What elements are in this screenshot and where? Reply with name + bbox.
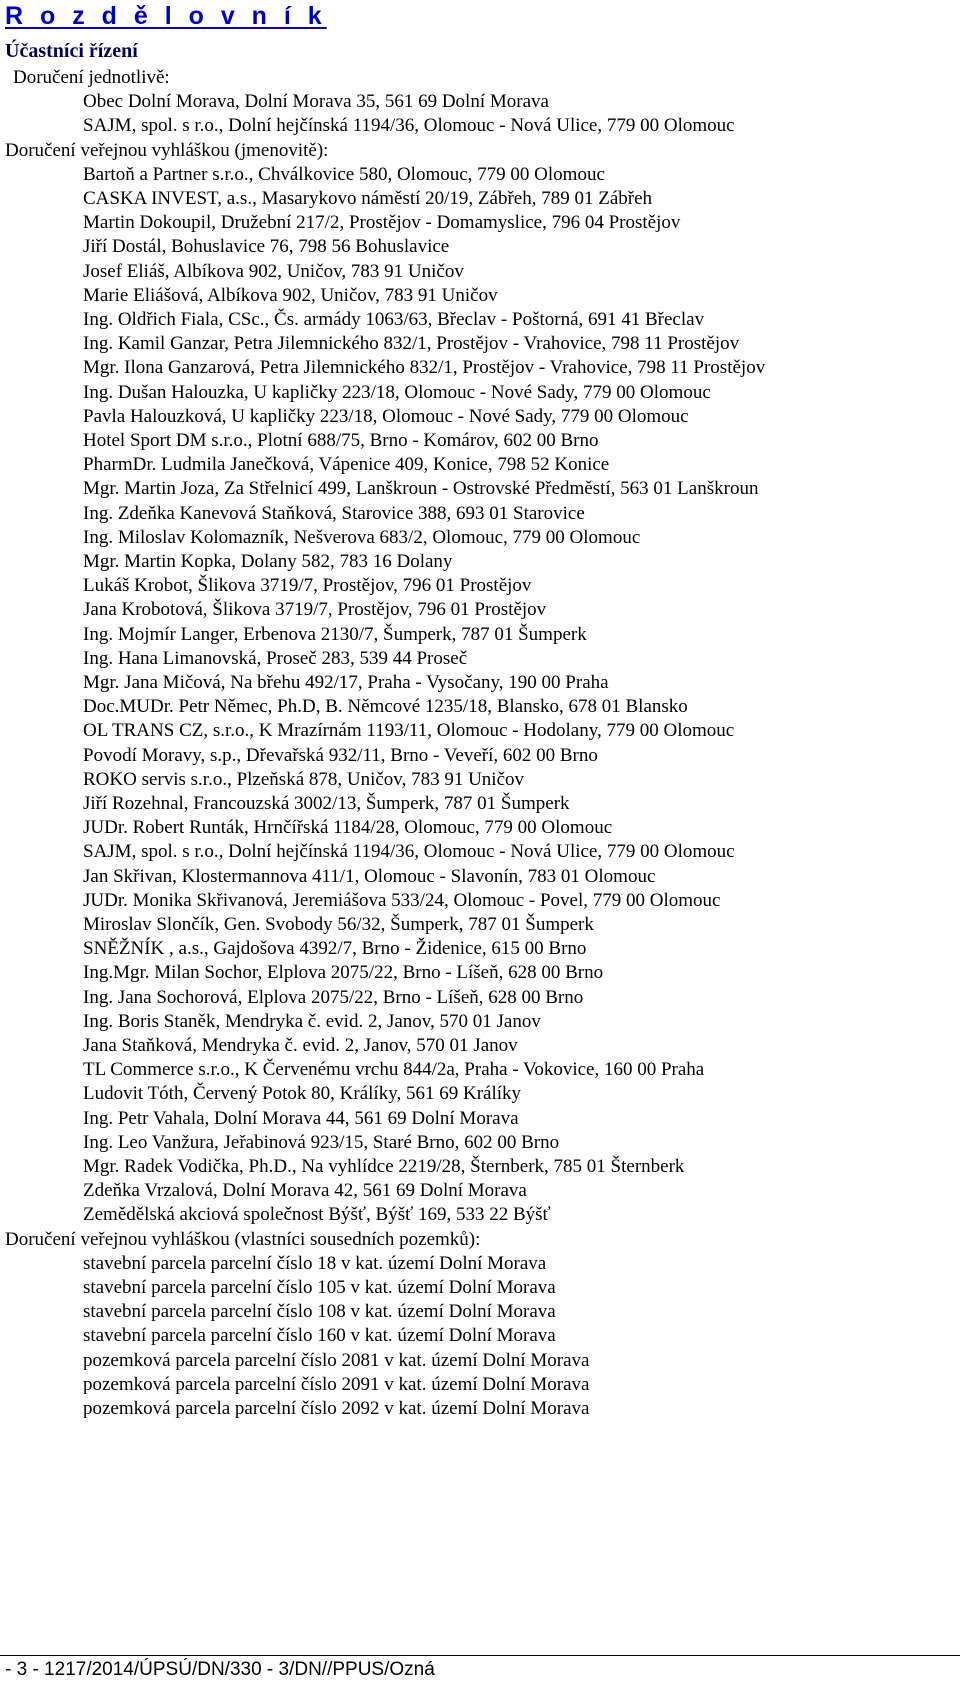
list-item: stavební parcela parcelní číslo 18 v kat. území Dolní Morava bbox=[83, 1253, 547, 1274]
list-item: Bartoň a Partner s.r.o., Chválkovice 580, Olomouc, 779 00 Olomouc bbox=[83, 164, 605, 185]
list-item: Ing. Mojmír Langer, Erbenova 2130/7, Šumperk, 787 01 Šumperk bbox=[83, 624, 587, 645]
list-item: PharmDr. Ludmila Janečková, Vápenice 409, Konice, 798 52 Konice bbox=[83, 454, 610, 475]
list-item: stavební parcela parcelní číslo 108 v kat. území Dolní Morava bbox=[83, 1301, 556, 1322]
list-item: Ing.Mgr. Milan Sochor, Elplova 2075/22, Brno - Líšeň, 628 00 Brno bbox=[83, 962, 604, 983]
list-item: Mgr. Martin Joza, Za Střelnicí 499, Lanškroun - Ostrovské Předměstí, 563 01 Lanškroun bbox=[83, 478, 759, 499]
section-label: Doručení veřejnou vyhláškou (vlastníci sousedních pozemků): bbox=[5, 1229, 481, 1250]
list-item: Jiří Rozehnal, Francouzská 3002/13, Šumperk, 787 01 Šumperk bbox=[83, 793, 570, 814]
list-item: Jana Staňková, Mendryka č. evid. 2, Janov, 570 01 Janov bbox=[83, 1035, 518, 1056]
list-item: Mgr. Jana Mičová, Na břehu 492/17, Praha - Vysočany, 190 00 Praha bbox=[83, 672, 609, 693]
list-item: Ing. Boris Staněk, Mendryka č. evid. 2, Janov, 570 01 Janov bbox=[83, 1011, 541, 1032]
list-item: Miroslav Slončík, Gen. Svobody 56/32, Šumperk, 787 01 Šumperk bbox=[83, 914, 594, 935]
list-item: JUDr. Robert Runták, Hrnčířská 1184/28, Olomouc, 779 00 Olomouc bbox=[83, 817, 613, 838]
list-item: stavební parcela parcelní číslo 105 v kat. území Dolní Morava bbox=[83, 1277, 556, 1298]
list-item: Ing. Zdeňka Kanevová Staňková, Starovice 388, 693 01 Starovice bbox=[83, 503, 585, 524]
list-item: TL Commerce s.r.o., K Červenému vrchu 844/2a, Praha - Vokovice, 160 00 Praha bbox=[83, 1059, 705, 1080]
list-item: Jan Skřivan, Klostermannova 411/1, Olomouc - Slavonín, 783 01 Olomouc bbox=[83, 866, 656, 887]
list-item: stavební parcela parcelní číslo 160 v kat. území Dolní Morava bbox=[83, 1325, 556, 1346]
list-item: Hotel Sport DM s.r.o., Plotní 688/75, Brno - Komárov, 602 00 Brno bbox=[83, 430, 599, 451]
list-item: Jana Krobotová, Šlikova 3719/7, Prostějov, 796 01 Prostějov bbox=[83, 599, 547, 620]
list-item: Ing. Petr Vahala, Dolní Morava 44, 561 69 Dolní Morava bbox=[83, 1108, 519, 1129]
list-item: OL TRANS CZ, s.r.o., K Mrazírnám 1193/11, Olomouc - Hodolany, 779 00 Olomouc bbox=[83, 720, 735, 741]
list-item: Lukáš Krobot, Šlikova 3719/7, Prostějov, 796 01 Prostějov bbox=[83, 575, 532, 596]
list-item: Martin Dokoupil, Družební 217/2, Prostějov - Domamyslice, 796 04 Prostějov bbox=[83, 212, 681, 233]
list-item: pozemková parcela parcelní číslo 2092 v kat. území Dolní Morava bbox=[83, 1398, 590, 1419]
list-item: Ing. Miloslav Kolomazník, Nešverova 683/2, Olomouc, 779 00 Olomouc bbox=[83, 527, 641, 548]
list-item: pozemková parcela parcelní číslo 2081 v kat. území Dolní Morava bbox=[83, 1350, 590, 1371]
list-item: Jiří Dostál, Bohuslavice 76, 798 56 Bohuslavice bbox=[83, 236, 450, 257]
list-item: SNĚŽNÍK , a.s., Gajdošova 4392/7, Brno - Židenice, 615 00 Brno bbox=[83, 938, 587, 959]
list-item: Ing. Hana Limanovská, Proseč 283, 539 44 Proseč bbox=[83, 648, 468, 669]
list-item: Doc.MUDr. Petr Němec, Ph.D, B. Němcové 1235/18, Blansko, 678 01 Blansko bbox=[83, 696, 688, 717]
list-item: Josef Eliáš, Albíkova 902, Uničov, 783 91 Uničov bbox=[83, 261, 464, 282]
page-footer: - 3 - 1217/2014/ÚPSÚ/DN/330 - 3/DN//PPUS/Ozná bbox=[5, 1659, 435, 1680]
list-item: Zemědělská akciová společnost Býšť, Býšť 169, 533 22 Býšť bbox=[83, 1204, 551, 1225]
list-item: CASKA INVEST, a.s., Masarykovo náměstí 20/19, Zábřeh, 789 01 Zábřeh bbox=[83, 188, 653, 209]
list-item: Ludovit Tóth, Červený Potok 80, Králíky, 561 69 Králíky bbox=[83, 1083, 522, 1104]
list-item: SAJM, spol. s r.o., Dolní hejčínská 1194/36, Olomouc - Nová Ulice, 779 00 Olomouc bbox=[83, 115, 735, 136]
list-item: pozemková parcela parcelní číslo 2091 v kat. území Dolní Morava bbox=[83, 1374, 590, 1395]
list-item: Obec Dolní Morava, Dolní Morava 35, 561 69 Dolní Morava bbox=[83, 91, 549, 112]
list-item: Marie Eliášová, Albíkova 902, Uničov, 783 91 Uničov bbox=[83, 285, 498, 306]
list-item: Ing. Oldřich Fiala, CSc., Čs. armády 1063/63, Břeclav - Poštorná, 691 41 Břeclav bbox=[83, 309, 705, 330]
list-item: Povodí Moravy, s.p., Dřevařská 932/11, Brno - Veveří, 602 00 Brno bbox=[83, 745, 598, 766]
list-item: ROKO servis s.r.o., Plzeňská 878, Uničov, 783 91 Uničov bbox=[83, 769, 525, 790]
list-item: JUDr. Monika Skřivanová, Jeremiášova 533/24, Olomouc - Povel, 779 00 Olomouc bbox=[83, 890, 721, 911]
list-item: Ing. Leo Vanžura, Jeřabinová 923/15, Staré Brno, 602 00 Brno bbox=[83, 1132, 560, 1153]
list-item: Ing. Kamil Ganzar, Petra Jilemnického 832/1, Prostějov - Vrahovice, 798 11 Prostějov bbox=[83, 333, 740, 354]
section-label: Doručení veřejnou vyhláškou (jmenovitě): bbox=[5, 140, 329, 161]
list-item: SAJM, spol. s r.o., Dolní hejčínská 1194/36, Olomouc - Nová Ulice, 779 00 Olomouc bbox=[83, 841, 735, 862]
distribution-list-title: R o z d ě l o v n í k bbox=[5, 2, 327, 30]
footer-divider bbox=[0, 1655, 960, 1656]
list-item: Pavla Halouzková, U kapličky 223/18, Olomouc - Nové Sady, 779 00 Olomouc bbox=[83, 406, 689, 427]
list-item: Mgr. Radek Vodička, Ph.D., Na vyhlídce 2219/28, Šternberk, 785 01 Šternberk bbox=[83, 1156, 685, 1177]
list-item: Ing. Dušan Halouzka, U kapličky 223/18, Olomouc - Nové Sady, 779 00 Olomouc bbox=[83, 382, 711, 403]
section-label: Doručení jednotlivě: bbox=[13, 67, 170, 88]
list-item: Mgr. Martin Kopka, Dolany 582, 783 16 Dolany bbox=[83, 551, 453, 572]
list-item: Zdeňka Vrzalová, Dolní Morava 42, 561 69 Dolní Morava bbox=[83, 1180, 527, 1201]
participants-heading: Účastníci řízení bbox=[5, 40, 138, 62]
list-item: Mgr. Ilona Ganzarová, Petra Jilemnického 832/1, Prostějov - Vrahovice, 798 11 Prostějov bbox=[83, 357, 766, 378]
list-item: Ing. Jana Sochorová, Elplova 2075/22, Brno - Líšeň, 628 00 Brno bbox=[83, 987, 584, 1008]
